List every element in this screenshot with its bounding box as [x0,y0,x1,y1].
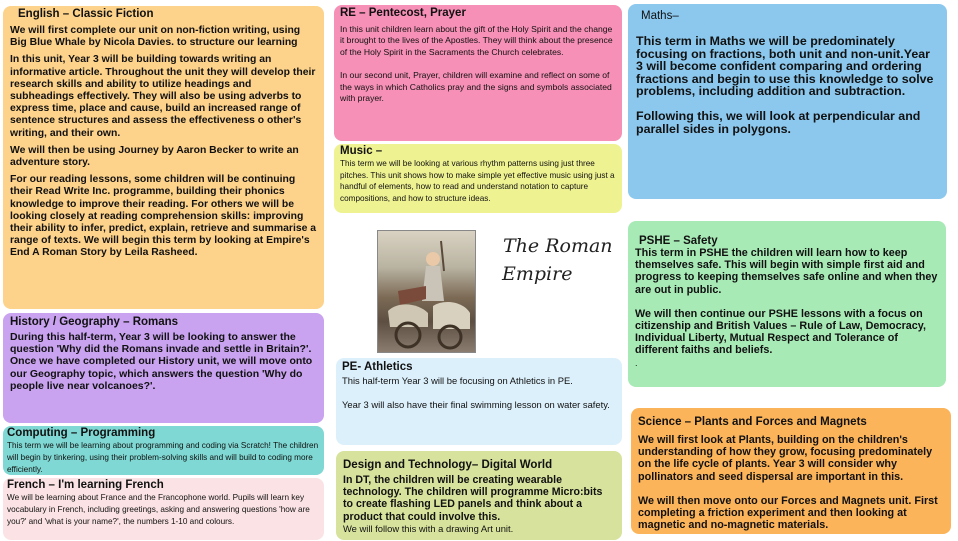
history-panel [3,313,324,423]
re-title: RE – Pentecost, Prayer [340,7,466,19]
pe-panel [336,358,622,445]
pshe-paragraph: This term in PSHE the children will learn how to keep themselves safe. This will begin with simple first aid and progress to keeping themselves safe online and when they are out in public. [635,247,938,296]
science-paragraph: We will first look at Plants, building on the children's understanding of how they grow, focusing predominately on the life cycle of plants. Year 3 will consider why pollinators and seed dispersal are important in this. [638,434,933,483]
maths-title: Maths– [641,10,679,22]
dt-paragraph: In DT, the children will be creating wearable technology. The children will programme Micro:bits to create flashing LED panels and think about a product that could involve this. [343,474,603,523]
pshe-paragraph: We will then continue our PSHE lessons with a focus on citizenship and British Values – Rule of Law, Democracy, Individual Liberty, Mutual Respect and Tolerance of different faiths and beliefs. [635,307,926,357]
history-paragraph: During this half-term, Year 3 will be looking to answer the question 'Why did the Romans invade and settle in Britain?'. Once we have completed our History unit, we will move onto our Geography topic, which answers the question 'Why do people live near volcanoes?'. [10,331,313,392]
science-paragraph: We will then move onto our Forces and Magnets unit. First completing a friction experiment and then looking at magnetic and no-magnetic materials. [638,494,938,532]
roman-chariot-illustration [378,231,477,354]
roman-chariot-image [377,230,476,353]
re-paragraph: In our second unit, Prayer, children will examine and reflect on some of the ways in which Catholics pray and the signs and symbols associated with prayer. [340,70,612,104]
dt-paragraph: We will follow this with a drawing Art unit. [343,522,514,534]
science-title: Science – Plants and Forces and Magnets [638,416,867,428]
pshe-paragraph: . [635,357,638,368]
french-paragraph: We will be learning about France and the Francophone world. Pupils will learn key vocabulary in French, including greetings, asking and answering questions 'how are you?' and 'what is your name?', the numbers 1-10 and colours. [7,493,310,526]
maths-paragraph: This term in Maths we will be predominately focusing on fractions, both unit and non-unit.Year 3 will become confident comparing and ordering fractions and begin to use this knowledge to solve problems, including addition and subtraction. [636,34,934,99]
english-paragraph: In this unit, Year 3 will be building towards writing an informative article. Throughout the unit they will develop their research skills and ability to utilize headings and subheadings effectively. They will also be using adverbs to express time, place and cause, build an increased range of sentence structures and assess the effectiveness o other's writing, and their own. [10,54,316,139]
computing-paragraph: This term we will be learning about programming and coding via Scratch! The children will begin by tinkering, using their problem-solving skills and will build to coding more efficiently. [7,441,319,474]
computing-panel [3,426,324,475]
english-panel [3,6,324,309]
french-panel [3,478,324,540]
history-title: History / Geography – Romans [10,316,179,328]
dt-title: Design and Technology– Digital World [343,459,553,471]
pshe-title: PSHE – Safety [639,235,718,247]
music-paragraph: This term we will be looking at various rhythm patterns using just three pitches. This unit shows how to make simple yet effective music using just a handful of elements, how to read and understand notation to capture compositions, and how to structure ideas. [340,159,615,203]
music-title: Music – [340,145,383,157]
topic-heading-line: The Roman [503,235,613,257]
computing-title: Computing – Programming [7,427,156,439]
english-paragraph: We will first complete our unit on non-fiction writing, using Big Blue Whale by Nicola Davies. to structure our learning [10,25,301,49]
pe-paragraph: This half-term Year 3 will be focusing on Athletics in PE. [342,375,573,386]
music-panel [334,144,622,213]
dt-panel [336,451,622,540]
english-title: English – Classic Fiction [18,8,154,20]
re-paragraph: In this unit children learn about the gift of the Holy Spirit and the change it brought to the lives of the Apostles. They will think about the presence of the Holy Spirit in the Sacraments the Church celebrates. [340,24,613,57]
pshe-panel [628,221,946,387]
topic-heading-line: Empire [502,263,573,285]
pe-title: PE- Athletics [342,361,413,373]
maths-paragraph: Following this, we will look at perpendicular and parallel sides in polygons. [636,108,921,136]
re-panel [334,5,622,141]
science-panel [631,408,951,534]
maths-panel [628,4,947,199]
english-paragraph: For our reading lessons, some children will be continuing their Read Write Inc. programme, building their phonics knowledge to improve their reading. For others we will be looking closely at reading comprehension skills: improving their ability to infer, predict, explain, retrieve and summarise a range of texts. We will begin this term by looking at Empire's End A Roman Story by Leila Rasheed. [10,174,317,259]
french-title: French – I'm learning French [7,479,164,491]
pe-paragraph: Year 3 will also have their final swimming lesson on water safety. [342,399,610,411]
topic-heading [503,232,613,288]
english-paragraph: We will then be using Journey by Aaron Becker to write an adventure story. [10,144,299,169]
